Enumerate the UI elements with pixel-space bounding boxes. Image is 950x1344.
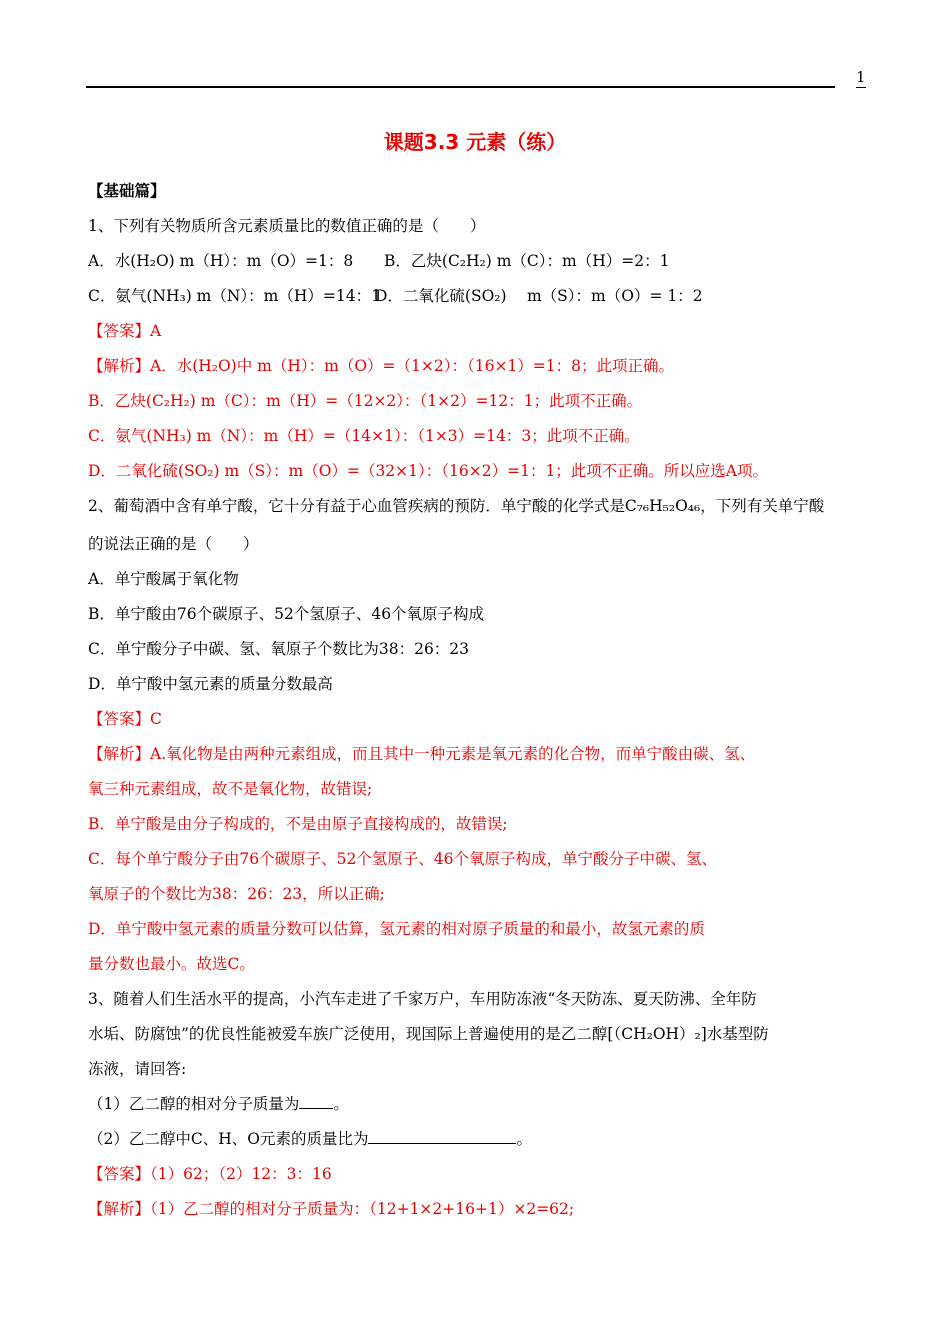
q3-sub1-end: 。 <box>333 1095 349 1113</box>
q2-analysis-1: 【解析】A.氧化物是由两种元素组成，而且其中一种元素是氧元素的化合物，而单宁酸由碳、氢、 <box>88 745 756 763</box>
q1-analysis-3: C．氨气(NH₃) m（N）：m（H）=（14×1）：（1×3）=14：3；此项不正确。 <box>88 427 640 445</box>
q2-analysis-2: 氧三种元素组成，故不是氧化物，故错误; <box>88 780 373 798</box>
q1-answer: 【答案】A <box>88 322 162 340</box>
q2-analysis-3: B．单宁酸是由分子构成的，不是由原子直接构成的，故错误; <box>88 815 508 833</box>
page-number: 1 <box>856 68 866 86</box>
q3-sub-question-1 <box>88 1093 349 1115</box>
q2-option-d: D．单宁酸中氢元素的质量分数最高 <box>88 675 333 693</box>
q3-stem-3: 冻液，请回答: <box>88 1060 187 1078</box>
q2-analysis-4: C．每个单宁酸分子由76个碳原子、52个氢原子、46个氧原子构成，单宁酸分子中碳、氢、 <box>88 850 718 868</box>
q2-option-c: C．单宁酸分子中碳、氢、氧原子个数比为38：26：23 <box>88 640 470 658</box>
q2-analysis-5: 氧原子的个数比为38：26：23，所以正确; <box>88 885 385 903</box>
q1-option-d: D．二氧化硫(SO₂) m（S）：m（O）= 1：2 <box>375 287 703 305</box>
q3-sub1-blank[interactable] <box>299 1093 333 1109</box>
q2-stem-1: 2、葡萄酒中含有单宁酸，它十分有益于心血管疾病的预防．单宁酸的化学式是C₇₆H₅₂O₄₆，下列有关单宁酸 <box>88 497 825 515</box>
q3-stem-1: 3、随着人们生活水平的提高，小汽车走进了千家万户，车用防冻液“冬天防冻、夏天防沸、全年防 <box>88 990 757 1008</box>
q3-stem-2: 水垢、防腐蚀”的优良性能被爱车族广泛使用，现国际上普遍使用的是乙二醇[（CH₂OH）₂]水基型防 <box>88 1025 769 1043</box>
q2-option-a: A．单宁酸属于氧化物 <box>88 570 239 588</box>
q1-option-a: A．水(H₂O) m（H）：m（O）=1：8 <box>88 252 354 270</box>
header-rule <box>86 86 835 88</box>
q3-sub-question-2 <box>88 1128 532 1150</box>
page-title: 课题3.3 元素（练） <box>383 130 567 154</box>
q3-sub2-blank[interactable] <box>368 1128 516 1144</box>
q2-option-b: B．单宁酸由76个碳原子、52个氢原子、46个氧原子构成 <box>88 605 485 623</box>
q1-option-c: C．氨气(NH₃) m（N）：m（H）=14：1 <box>88 287 381 305</box>
q2-analysis-7: 量分数也最小。故选C。 <box>88 955 255 973</box>
q2-answer: 【答案】C <box>88 710 162 728</box>
q1-stem: 1、下列有关物质所含元素质量比的数值正确的是（ ） <box>88 217 486 235</box>
section-label: 【基础篇】 <box>88 182 166 200</box>
q3-sub2-end: 。 <box>516 1130 532 1148</box>
q3-analysis-1: 【解析】（1）乙二醇的相对分子质量为：（12+1×2+16+1）×2=62; <box>88 1200 575 1218</box>
q1-analysis-1: 【解析】A．水(H₂O)中 m（H）：m（O）=（1×2）：（16×1）=1：8；此项正确。 <box>88 357 675 375</box>
q1-analysis-4: D．二氧化硫(SO₂) m（S）：m（O）=（32×1）：（16×2）=1：1；此项不正确。所以应选A项。 <box>88 462 768 480</box>
q1-option-b: B．乙炔(C₂H₂) m（C）：m（H）=2：1 <box>384 252 670 270</box>
q3-sub2-text: （2）乙二醇中C、H、O元素的质量比为 <box>88 1130 369 1148</box>
q2-stem-2: 的说法正确的是（ ） <box>88 535 259 553</box>
q3-answer: 【答案】（1）62；（2）12：3：16 <box>88 1165 332 1183</box>
q3-sub1-text: （1）乙二醇的相对分子质量为 <box>88 1095 300 1113</box>
q2-analysis-6: D．单宁酸中氢元素的质量分数可以估算，氢元素的相对原子质量的和最小，故氢元素的质 <box>88 920 705 938</box>
q1-analysis-2: B．乙炔(C₂H₂) m（C）：m（H）=（12×2）：（1×2）=12：1；此项不正确。 <box>88 392 643 410</box>
